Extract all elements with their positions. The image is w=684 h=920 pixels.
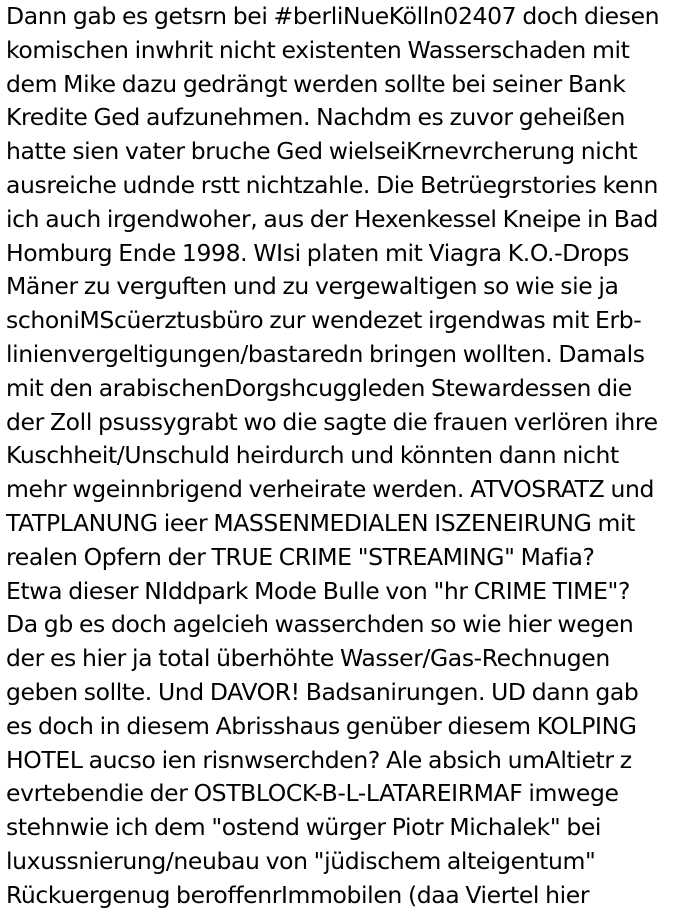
text-line-25: stehnwie ich dem "ostend würger Piotr Michalek" bei <box>6 813 602 842</box>
text-line-17: realen Opfern der TRUE CRIME "STREAMING" Mafia? <box>6 542 595 571</box>
text-line-1: Dann gab es getsrn bei #berliNueKölln02407 doch diesen <box>6 2 660 30</box>
text-line-12: mit den arabischenDorgshcuggleden Stewardessen die <box>6 373 632 402</box>
text-line-20: der es hier ja total überhöhte Wasser/Gas-Rechnugen <box>6 644 610 673</box>
text-line-4: Kredite Ged aufzunehmen. Nachdm es zuvor geheißen <box>6 103 626 132</box>
text-line-2: komischen inwhrit nicht existenten Wasserschaden mit <box>6 35 630 64</box>
text-line-16: TATPLANUNG ieer MASSENMEDIALEN ISZENEIRUNG mit <box>6 508 635 537</box>
text-line-27: Rückuergenug beroffenrImmobilen (daa Viertel hier <box>6 880 590 909</box>
text-line-24: evrtebendie der OSTBLOCK-B-L-LATAREIRMAF imwege <box>6 779 619 808</box>
text-line-3: dem Mike dazu gedrängt werden sollte bei seiner Bank <box>6 69 626 98</box>
text-line-11: linienvergeltigungen/bastaredn bringen wollten. Damals <box>6 339 645 368</box>
text-line-10: schoniMScüerztusbüro zur wendezet irgendwas mit Erb- <box>6 306 642 335</box>
text-line-14: Kuschheit/Unschuld heirdurch und könnten dann nicht <box>6 441 619 470</box>
text-line-26: luxussnierung/neubau von "jüdischem alteigentum" <box>6 846 596 875</box>
text-line-21: geben sollte. Und DAVOR! Badsanirungen. UD dann gab <box>6 677 639 706</box>
text-line-13: der Zoll psussygrabt wo die sagte die frauen verlören ihre <box>6 407 658 436</box>
text-line-18: Etwa dieser NIddpark Mode Bulle von "hr CRIME TIME"? <box>6 576 631 605</box>
text-line-19: Da gb es doch agelcieh wasserchden so wie hier wegen <box>6 610 634 639</box>
text-line-6: ausreiche udnde rstt nichtzahle. Die Betrüegrstories kenn <box>6 170 658 199</box>
document-text <box>6 0 682 913</box>
text-line-7: ich auch irgendwoher, aus der Hexenkessel Kneipe in Bad <box>6 204 659 233</box>
text-line-9: Mäner zu verguften und zu vergewaltigen so wie sie ja <box>6 272 619 301</box>
text-line-15: mehr wgeinnbrigend verheirate werden. ATVOSRATZ und <box>6 475 654 504</box>
text-line-22: es doch in diesem Abrisshaus genüber diesem KOLPING <box>6 711 637 740</box>
text-line-23: HOTEL aucso ien risnwserchden? Ale absich umAltietr z <box>6 745 632 774</box>
text-line-5: hatte sien vater bruche Ged wielseiKrnevrcherung nicht <box>6 137 638 166</box>
text-line-8: Homburg Ende 1998. WIsi platen mit Viagra K.O.-Drops <box>6 238 630 267</box>
